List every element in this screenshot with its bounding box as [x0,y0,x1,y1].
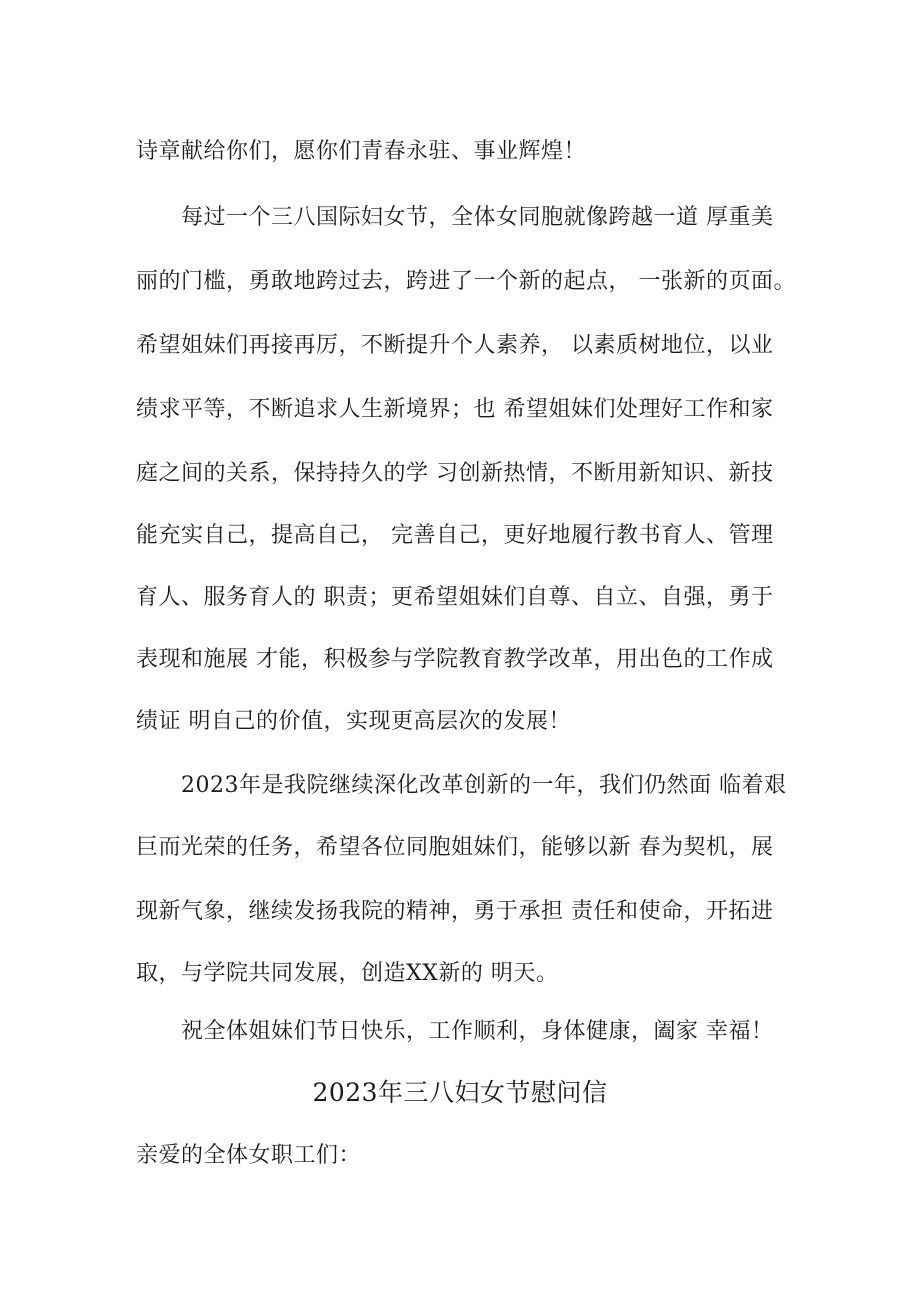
paragraph-line: 现新气象，继续发扬我院的精神，勇于承担 责任和使命，开拓进 [136,899,774,924]
paragraph-line: 诗章献给你们，愿你们青春永驻、事业辉煌！ [136,139,587,164]
paragraph-line: 能充实自己，提高自己， 完善自己，更好地履行教书育人、管理 [136,523,774,548]
paragraph-line: 庭之间的关系，保持持久的学 习创新热情，不断用新知识、新技 [136,461,774,486]
paragraph-line: 育人、服务育人的 职责；更希望姐妹们自尊、自立、自强，勇于 [136,585,774,610]
paragraph-line: 2023年是我院继续深化改革创新的一年，我们仍然面 临着艰 [136,773,787,798]
paragraph-line: 绩证 明自己的价值，实现更高层次的发展！ [136,709,571,734]
paragraph-line: 绩求平等，不断追求人生新境界；也 希望姐妹们处理好工作和家 [136,397,774,422]
paragraph-line: 丽的门槛，勇敢地跨过去，跨进了一个新的起点， 一张新的页面。 [136,269,796,294]
paragraph-line: 取，与学院共同发展，创造XX新的 明天。 [136,961,559,986]
paragraph-line: 每过一个三八国际妇女节，全体女同胞就像跨越一道 厚重美 [136,205,774,230]
salutation: 亲爱的全体女职工们： [136,1143,362,1168]
paragraph-line: 表现和施展 才能，积极参与学院教育教学改革，用出色的工作成 [136,647,774,672]
paragraph-line: 祝全体姐妹们节日快乐，工作顺利，身体健康，阖家 幸福！ [136,1019,774,1044]
paragraph-line: 希望姐妹们再接再厉，不断提升个人素养， 以素质树地位，以业 [136,333,774,358]
document-title: 2023年三八妇女节慰问信 [312,1078,608,1107]
paragraph-line: 巨而光荣的任务，希望各位同胞姐妹们，能够以新 春为契机，展 [136,835,774,860]
